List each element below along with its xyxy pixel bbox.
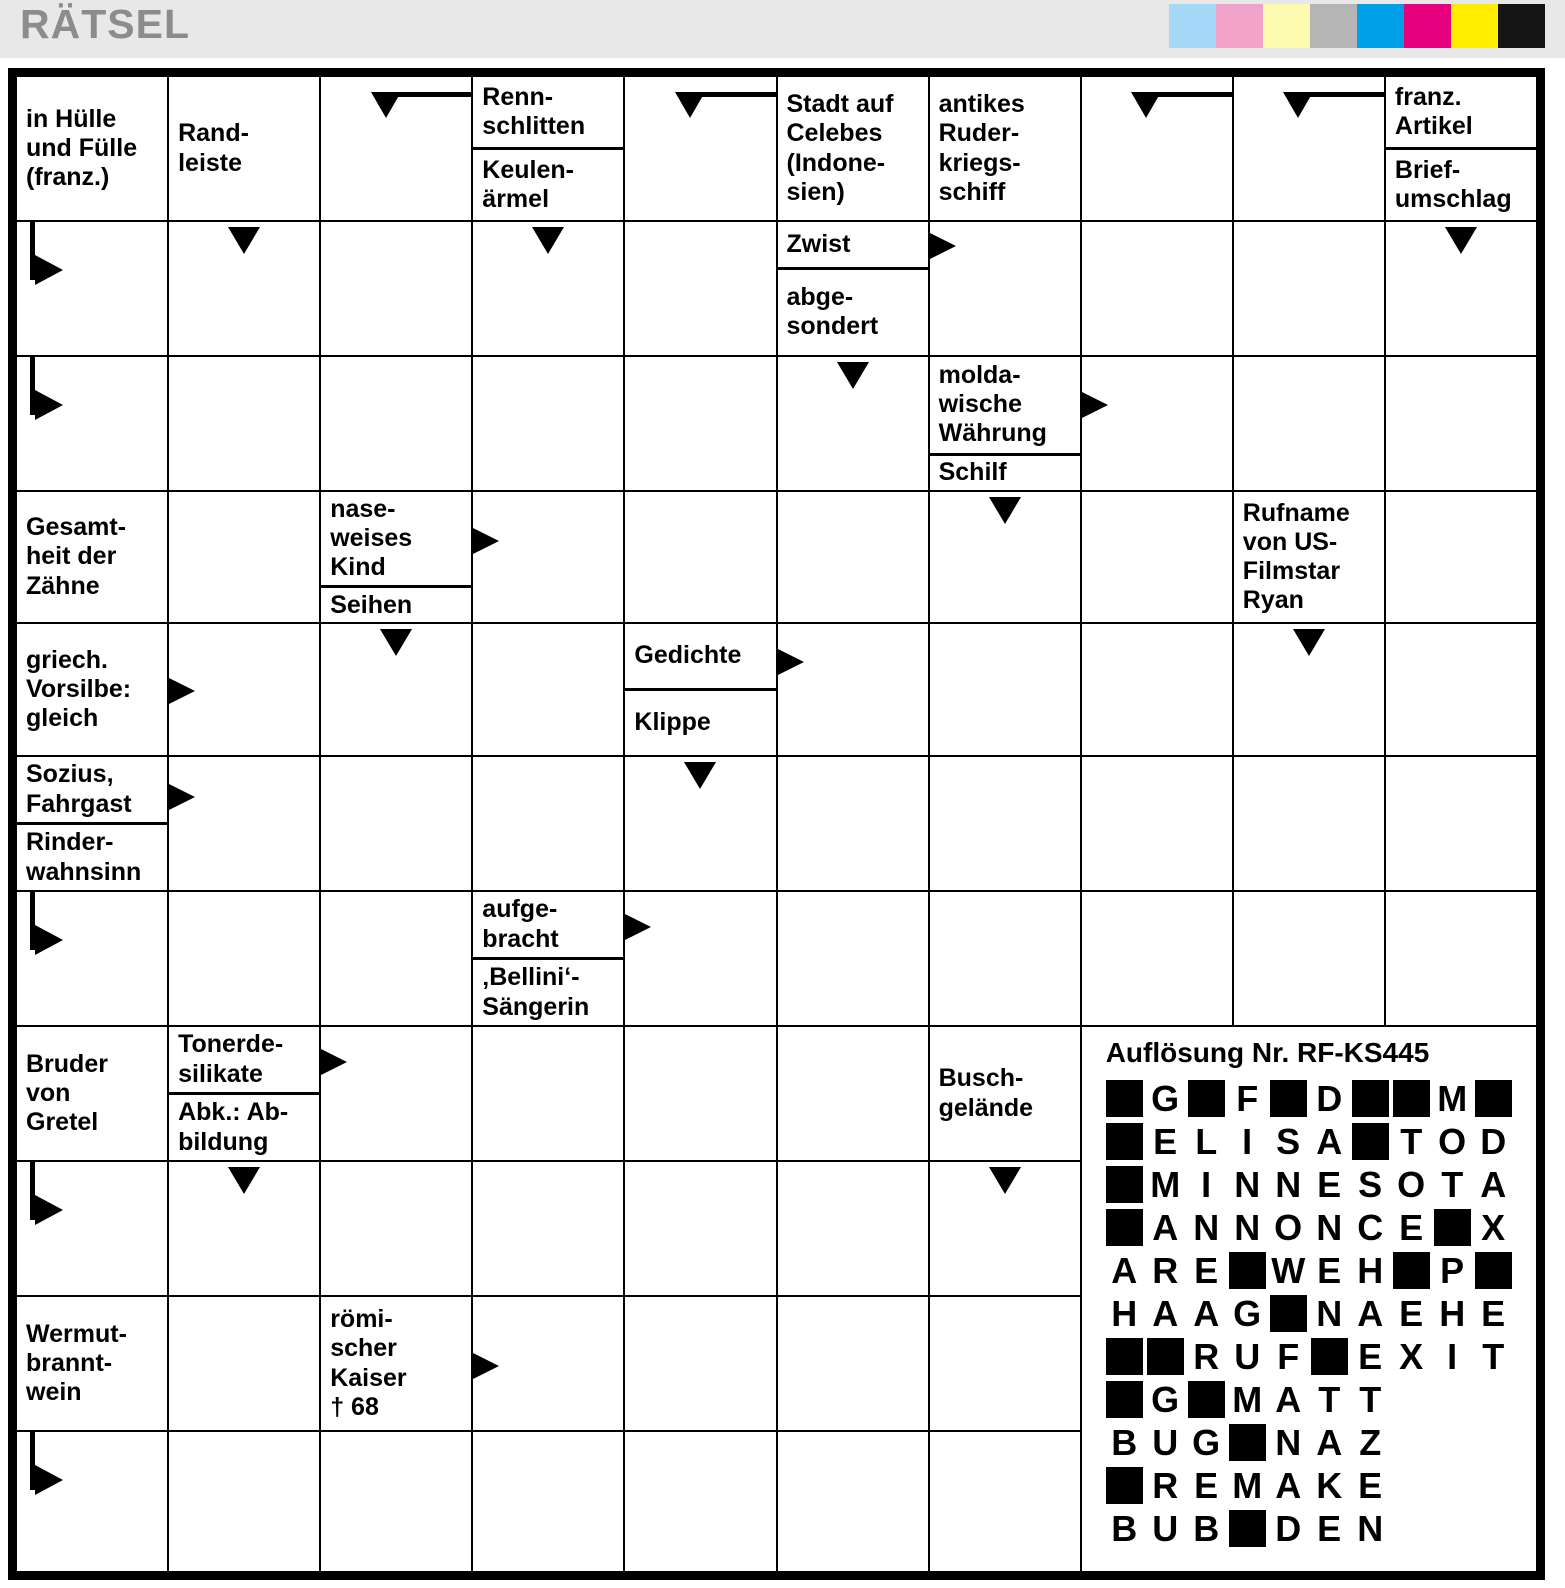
answer-cell[interactable] [777,891,929,1026]
answer-cell[interactable] [777,1431,929,1572]
solution-letter: C [1357,1206,1384,1248]
clue-text: Rinder- wahnsinn [17,822,167,890]
answer-cell[interactable] [777,756,929,891]
answer-cell[interactable] [1081,76,1233,221]
solution-black-square [1227,1421,1268,1464]
answer-cell[interactable] [320,356,472,491]
solution-letter: X [1481,1206,1506,1248]
solution-letter: U [1152,1507,1179,1549]
clue-cell [320,491,472,623]
solution-letter: R [1152,1249,1179,1291]
clue-cell [168,76,320,221]
clue-cell [1385,76,1537,221]
solution-letter: S [1358,1163,1383,1205]
solution-black-square [1227,1249,1268,1292]
right-arrow-icon [930,233,956,259]
answer-cell[interactable] [472,356,624,491]
solution-letter: G [1151,1378,1180,1420]
answer-cell[interactable] [1081,356,1233,491]
answer-cell[interactable] [16,221,168,356]
solution-letter: Z [1359,1421,1382,1463]
answer-cell[interactable] [1233,76,1385,221]
answer-cell[interactable] [168,356,320,491]
clue-text: Rufname von US- Filmstar Ryan [1242,498,1350,615]
right-arrow-icon [169,678,195,704]
clue-cell [929,76,1081,221]
clue-text: Rand- leiste [178,119,249,177]
clue-cell [16,76,168,221]
answer-cell[interactable] [624,1026,776,1161]
solution-row [1104,1163,1536,1206]
solution-black-square [1104,1464,1145,1507]
down-arrow-icon [380,629,412,656]
answer-cell[interactable] [320,756,472,891]
solution-letter: O [1274,1206,1303,1248]
solution-letter: U [1152,1421,1179,1463]
answer-cell[interactable] [472,491,624,623]
answer-cell[interactable] [929,623,1081,756]
answer-cell[interactable] [168,221,320,356]
solution-black-square [1227,1507,1268,1550]
solution-letter: H [1111,1292,1138,1334]
solution-letter: E [1194,1249,1219,1291]
solution-letter: M [1150,1163,1181,1205]
clue-cell [1233,491,1385,623]
answer-cell[interactable] [168,891,320,1026]
solution-letter: E [1317,1507,1342,1549]
clue-cell [472,891,624,1026]
answer-cell[interactable] [168,1431,320,1572]
clue-cell [320,1296,472,1431]
solution-letter: N [1275,1421,1302,1463]
answer-cell[interactable] [320,1431,472,1572]
answer-cell[interactable] [16,356,168,491]
solution-letter: G [1151,1077,1180,1119]
color-swatch [1498,4,1545,48]
clue-cell [929,356,1081,491]
solution-row [1104,1464,1536,1507]
solution-letter: L [1195,1120,1218,1162]
color-swatch [1169,4,1216,48]
clue-text: abge- sondert [778,267,928,355]
answer-cell[interactable] [929,1296,1081,1431]
right-arrow-icon [169,784,195,810]
clue-text: Busch- gelände [938,1064,1034,1122]
solution-black-square [1104,1077,1145,1120]
answer-cell[interactable] [1385,221,1537,356]
answer-cell[interactable] [624,356,776,491]
answer-cell[interactable] [472,1431,624,1572]
answer-cell[interactable] [16,1161,168,1296]
solution-letter: D [1275,1507,1302,1549]
solution-letter: N [1234,1163,1261,1205]
solution-row [1104,1120,1536,1163]
solution-black-square [1268,1292,1309,1335]
right-arrow-icon [1082,392,1108,418]
solution-letter: A [1152,1292,1179,1334]
clue-text: aufge- bracht [482,895,559,953]
solution-black-square [1104,1335,1145,1378]
solution-letter: N [1193,1206,1220,1248]
clue-text: Renn- schlitten [482,82,586,140]
solution-letter: I [1242,1120,1253,1162]
solution-letter: G [1233,1292,1262,1334]
solution-letter: N [1357,1507,1384,1549]
solution-row [1104,1335,1536,1378]
solution-letter: E [1358,1335,1383,1377]
color-swatch [1263,4,1310,48]
clue-text: Klippe [625,688,775,755]
solution-letter: A [1357,1292,1384,1334]
solution-letter: I [1201,1163,1212,1205]
answer-cell[interactable] [777,356,929,491]
answer-cell[interactable] [168,1296,320,1431]
corner-down-arrow-icon [321,77,471,220]
solution-letter: I [1447,1335,1458,1377]
clue-text: nase- weises Kind [330,494,413,582]
solution-letter: A [1316,1120,1343,1162]
solution-letter: A [1193,1292,1220,1334]
answer-cell[interactable] [16,1431,168,1572]
answer-cell[interactable] [1233,221,1385,356]
answer-cell[interactable] [1081,623,1233,756]
solution-letter: K [1316,1464,1343,1506]
down-arrow-icon [1445,227,1477,254]
answer-cell[interactable] [472,221,624,356]
solution-letter: T [1441,1163,1464,1205]
solution-letter: B [1111,1421,1138,1463]
answer-cell[interactable] [1081,891,1233,1026]
flag-right-arrow-icon [17,1432,167,1571]
solution-letter: H [1357,1249,1384,1291]
solution-letter: A [1316,1421,1343,1463]
solution-black-square [1391,1249,1432,1292]
solution-letter: U [1234,1335,1261,1377]
answer-cell[interactable] [777,1161,929,1296]
answer-cell[interactable] [320,623,472,756]
answer-cell[interactable] [1233,356,1385,491]
clue-text: Sozius, Fahrgast [26,760,132,818]
answer-cell[interactable] [929,1161,1081,1296]
solution-letter: O [1397,1163,1426,1205]
solution-grid [1104,1077,1536,1550]
crossword-grid [8,68,1545,1580]
answer-cell[interactable] [472,756,624,891]
solution-letter: E [1399,1292,1424,1334]
corner-down-arrow-icon [1234,77,1384,220]
solution-letter: P [1440,1249,1465,1291]
solution-letter: R [1152,1464,1179,1506]
answer-cell[interactable] [168,1161,320,1296]
solution-black-square [1104,1206,1145,1249]
answer-cell[interactable] [1081,491,1233,623]
answer-cell[interactable] [1081,221,1233,356]
answer-cell[interactable] [320,891,472,1026]
color-swatch [1216,4,1263,48]
answer-cell[interactable] [624,891,776,1026]
answer-cell[interactable] [1233,891,1385,1026]
solution-letter: M [1232,1378,1263,1420]
solution-row [1104,1421,1536,1464]
answer-cell[interactable] [320,221,472,356]
clue-cell [16,1296,168,1431]
solution-letter: H [1439,1292,1466,1334]
down-arrow-icon [228,227,260,254]
clue-cell [624,623,776,756]
solution-letter: M [1232,1464,1263,1506]
answer-cell[interactable] [1233,623,1385,756]
solution-row [1104,1206,1536,1249]
answer-cell[interactable] [624,76,776,221]
solution-letter: D [1480,1120,1507,1162]
solution-black-square [1391,1077,1432,1120]
clue-text: römi- scher Kaiser † 68 [330,1305,407,1421]
solution-row [1104,1249,1536,1292]
answer-cell[interactable] [472,1161,624,1296]
solution-black-square [1350,1077,1391,1120]
solution-letter: T [1400,1120,1423,1162]
clue-text: antikes Ruder- kriegs- schiff [938,90,1025,206]
clue-text: Gedichte [634,641,742,670]
color-swatch [1404,4,1451,48]
solution-letter: E [1153,1120,1178,1162]
corner-down-arrow-icon [1082,77,1232,220]
clue-text: franz. Artikel [1394,82,1473,140]
clue-cell [929,1026,1081,1161]
solution-black-square [1473,1249,1514,1292]
solution-row [1104,1292,1536,1335]
clue-cell [16,756,168,891]
solution-letter: X [1399,1335,1424,1377]
color-swatch [1451,4,1498,48]
clue-text: Gesamt- heit der Zähne [26,513,127,600]
answer-cell[interactable] [624,1431,776,1572]
answer-cell[interactable] [1385,891,1537,1026]
answer-cell[interactable] [624,1161,776,1296]
answer-cell[interactable] [168,491,320,623]
solution-letter: T [1482,1335,1505,1377]
solution-letter: B [1111,1507,1138,1549]
solution-letter: F [1277,1335,1300,1377]
solution-letter: N [1275,1163,1302,1205]
answer-cell[interactable] [1385,623,1537,756]
solution-black-square [1104,1120,1145,1163]
right-arrow-icon [473,1353,499,1379]
solution-letter: A [1152,1206,1179,1248]
answer-cell[interactable] [929,221,1081,356]
right-arrow-icon [778,649,804,675]
solution-row [1104,1378,1536,1421]
answer-cell[interactable] [472,1026,624,1161]
down-arrow-icon [1293,629,1325,656]
clue-text: Brief- umschlag [1386,147,1536,220]
solution-letter: E [1317,1163,1342,1205]
answer-cell[interactable] [929,756,1081,891]
answer-cell[interactable] [1385,356,1537,491]
answer-cell[interactable] [320,1026,472,1161]
clue-text: Wermut- brannt- wein [26,1319,127,1407]
answer-cell[interactable] [168,756,320,891]
clue-cell [777,76,929,221]
right-arrow-icon [321,1049,347,1075]
solution-black-square [1473,1077,1514,1120]
solution-row [1104,1507,1536,1550]
flag-right-arrow-icon [17,222,167,355]
clue-text: Keulen- ärmel [473,147,623,220]
flag-right-arrow-icon [17,357,167,490]
solution-title: Auflösung Nr. RF-KS445 [1105,1037,1430,1068]
clue-text: Abk.: Ab- bildung [169,1092,319,1160]
answer-cell[interactable] [624,1296,776,1431]
down-arrow-icon [228,1167,260,1194]
down-arrow-icon [532,227,564,254]
right-arrow-icon [625,914,651,940]
solution-letter: W [1271,1249,1306,1291]
print-color-strip [1169,4,1545,48]
flag-right-arrow-icon [17,892,167,1025]
solution-letter: A [1275,1464,1302,1506]
color-swatch [1310,4,1357,48]
clue-text: Zwist [786,229,851,258]
down-arrow-icon [989,1167,1021,1194]
clue-cell [16,623,168,756]
solution-letter: A [1275,1378,1302,1420]
solution-letter: T [1318,1378,1341,1420]
clue-text: Schilf [930,453,1080,491]
solution-letter: E [1317,1249,1342,1291]
solution-letter: T [1359,1378,1382,1420]
right-arrow-icon [473,528,499,554]
solution-black-square [1186,1077,1227,1120]
answer-cell[interactable] [929,1431,1081,1572]
solution-row [1104,1077,1536,1120]
solution-letter: E [1194,1464,1219,1506]
solution-letter: N [1234,1206,1261,1248]
solution-letter: E [1399,1206,1424,1248]
clue-text: in Hülle und Fülle (franz.) [26,104,138,192]
solution-letter: N [1316,1206,1343,1248]
answer-cell[interactable] [472,623,624,756]
solution-black-square [1350,1120,1391,1163]
down-arrow-icon [989,497,1021,524]
answer-cell[interactable] [168,623,320,756]
clue-text: molda- wische Währung [938,360,1047,448]
answer-cell[interactable] [1385,756,1537,891]
answer-cell[interactable] [1385,491,1537,623]
solution-letter: S [1276,1120,1301,1162]
solution-letter: B [1193,1507,1220,1549]
flag-right-arrow-icon [17,1162,167,1295]
answer-cell[interactable] [624,756,776,891]
solution-letter: A [1111,1249,1138,1291]
corner-down-arrow-icon [625,77,775,220]
solution-letter: M [1437,1077,1468,1119]
clue-text: Seihen [321,585,471,622]
answer-cell[interactable] [929,891,1081,1026]
solution-black-square [1186,1378,1227,1421]
solution-black-square [1145,1335,1186,1378]
solution-letter: G [1192,1421,1221,1463]
answer-cell[interactable] [777,623,929,756]
solution-black-square [1268,1077,1309,1120]
clue-cell [16,1026,168,1161]
solution-black-square [1432,1206,1473,1249]
answer-cell[interactable] [777,1026,929,1161]
clue-text: Stadt auf Celebes (Indone- sien) [786,90,894,206]
clue-text: ‚Bellini‘- Sängerin [473,957,623,1025]
answer-cell[interactable] [777,1296,929,1431]
clue-text: Tonerde- silikate [178,1030,284,1088]
color-swatch [1357,4,1404,48]
answer-cell[interactable] [624,221,776,356]
clue-cell [168,1026,320,1161]
answer-cell[interactable] [1233,756,1385,891]
answer-cell[interactable] [472,1296,624,1431]
solution-black-square [1104,1163,1145,1206]
header [0,0,1565,58]
solution-letter: O [1438,1120,1467,1162]
answer-cell[interactable] [929,491,1081,623]
solution-letter: A [1480,1163,1507,1205]
answer-cell[interactable] [16,891,168,1026]
solution-letter: R [1193,1335,1220,1377]
answer-cell[interactable] [624,491,776,623]
solution-letter: E [1358,1464,1383,1506]
clue-cell [472,76,624,221]
solution-black-square [1309,1335,1350,1378]
answer-cell[interactable] [320,76,472,221]
page-title: RÄTSEL [20,1,190,47]
solution-letter: N [1316,1292,1343,1334]
answer-cell[interactable] [777,491,929,623]
clue-text: griech. Vorsilbe: gleich [26,645,132,733]
down-arrow-icon [837,362,869,389]
clue-cell [16,491,168,623]
down-arrow-icon [684,762,716,789]
solution-black-square [1104,1378,1145,1421]
answer-cell[interactable] [320,1161,472,1296]
clue-text: Bruder von Gretel [26,1049,108,1137]
answer-cell[interactable] [1081,756,1233,891]
clue-cell [777,221,929,356]
solution-letter: E [1481,1292,1506,1334]
solution-letter: F [1236,1077,1259,1119]
solution-letter: D [1316,1077,1343,1119]
solution-box [1081,1026,1537,1572]
